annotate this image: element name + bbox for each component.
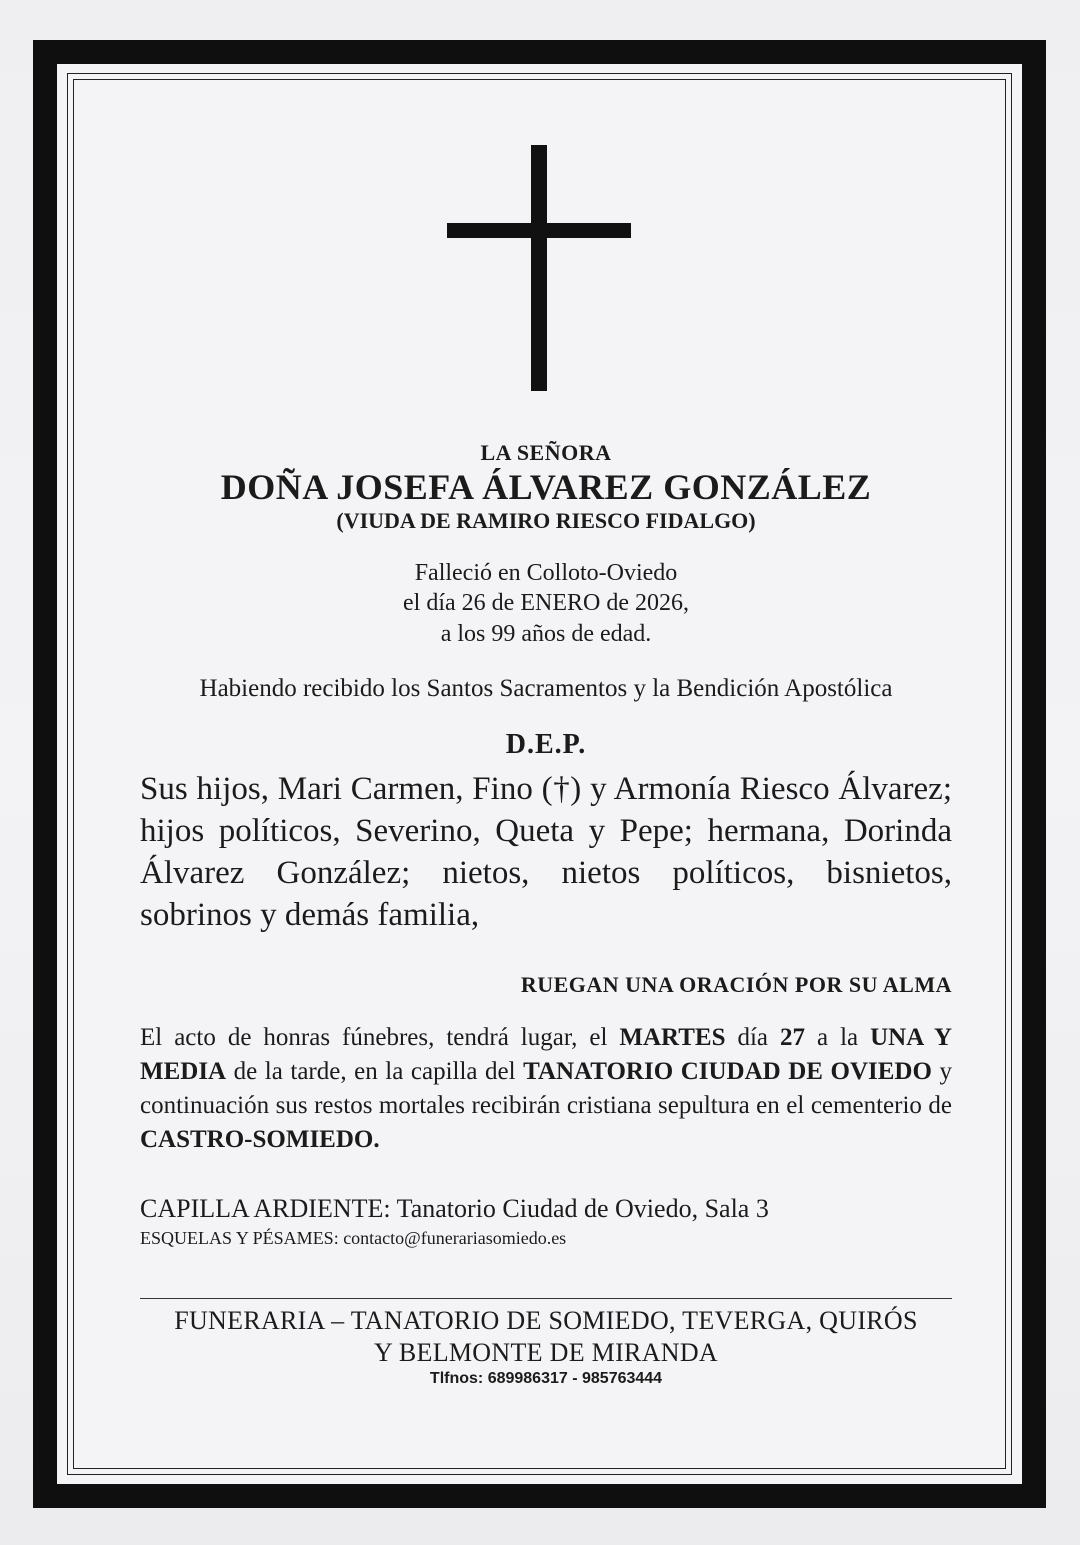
- ceremony-text: El acto de honras fúnebres, tendrá lugar, el: [140, 1024, 620, 1051]
- ceremony-paragraph: [140, 1021, 952, 1157]
- cross-vertical-bar: [531, 145, 547, 391]
- esquelas-contact: ESQUELAS Y PÉSAMES: contacto@funerariasomiedo.es: [140, 1228, 567, 1248]
- ceremony-text: a la: [805, 1024, 871, 1051]
- funeral-home-phones: Tlfnos: 689986317 - 985763444: [429, 1370, 663, 1387]
- footer-divider: [140, 1298, 952, 1299]
- ceremony-text: y continuación sus restos mortales recibirán cristiana sepultura en el cementerio de: [140, 1058, 952, 1119]
- ceremony-time: UNA Y MEDIA: [140, 1024, 953, 1085]
- funeral-home-line-2: Y BELMONTE DE MIRANDA: [373, 1338, 719, 1367]
- cross-horizontal-bar: [447, 223, 631, 238]
- funeral-home-line-1: FUNERARIA – TANATORIO DE SOMIEDO, TEVERGA, QUIRÓS: [174, 1306, 918, 1335]
- capilla-ardiente: CAPILLA ARDIENTE: Tanatorio Ciudad de Oviedo, Sala 3: [140, 1194, 769, 1223]
- prayer-request: RUEGAN UNA ORACIÓN POR SU ALMA: [520, 972, 952, 997]
- ceremony-cemetery: CASTRO-SOMIEDO.: [140, 1126, 380, 1153]
- death-place: Falleció en Colloto-Oviedo: [414, 560, 678, 586]
- ceremony-day-name: MARTES: [619, 1024, 726, 1051]
- death-date: el día 26 de ENERO de 2026,: [403, 590, 689, 616]
- ceremony-day-number: 27: [780, 1024, 806, 1051]
- dep-heading: D.E.P.: [505, 729, 587, 760]
- ceremony-text: de la tarde, en la capilla del: [226, 1058, 524, 1085]
- honorific: LA SEÑORA: [480, 440, 612, 465]
- deceased-name: DOÑA JOSEFA ÁLVAREZ GONZÁLEZ: [220, 467, 872, 507]
- ceremony-text: día: [725, 1024, 781, 1051]
- latin-cross-icon: [447, 145, 631, 391]
- widow-of: (VIUDA DE RAMIRO RIESCO FIDALGO): [336, 508, 756, 533]
- sacraments-line: Habiendo recibido los Santos Sacramentos y la Bendición Apostólica: [199, 675, 893, 702]
- death-age: a los 99 años de edad.: [440, 621, 652, 647]
- ceremony-venue: TANATORIO CIUDAD DE OVIEDO: [523, 1058, 932, 1085]
- family-paragraph: Sus hijos, Mari Carmen, Fino (†) y Armonía Riesco Álvarez; hijos políticos, Severino, Queta y Pepe; hermana, Dorinda Álvarez González; nietos, nietos políticos, bisnietos, sobrinos y demás familia,: [140, 771, 952, 933]
